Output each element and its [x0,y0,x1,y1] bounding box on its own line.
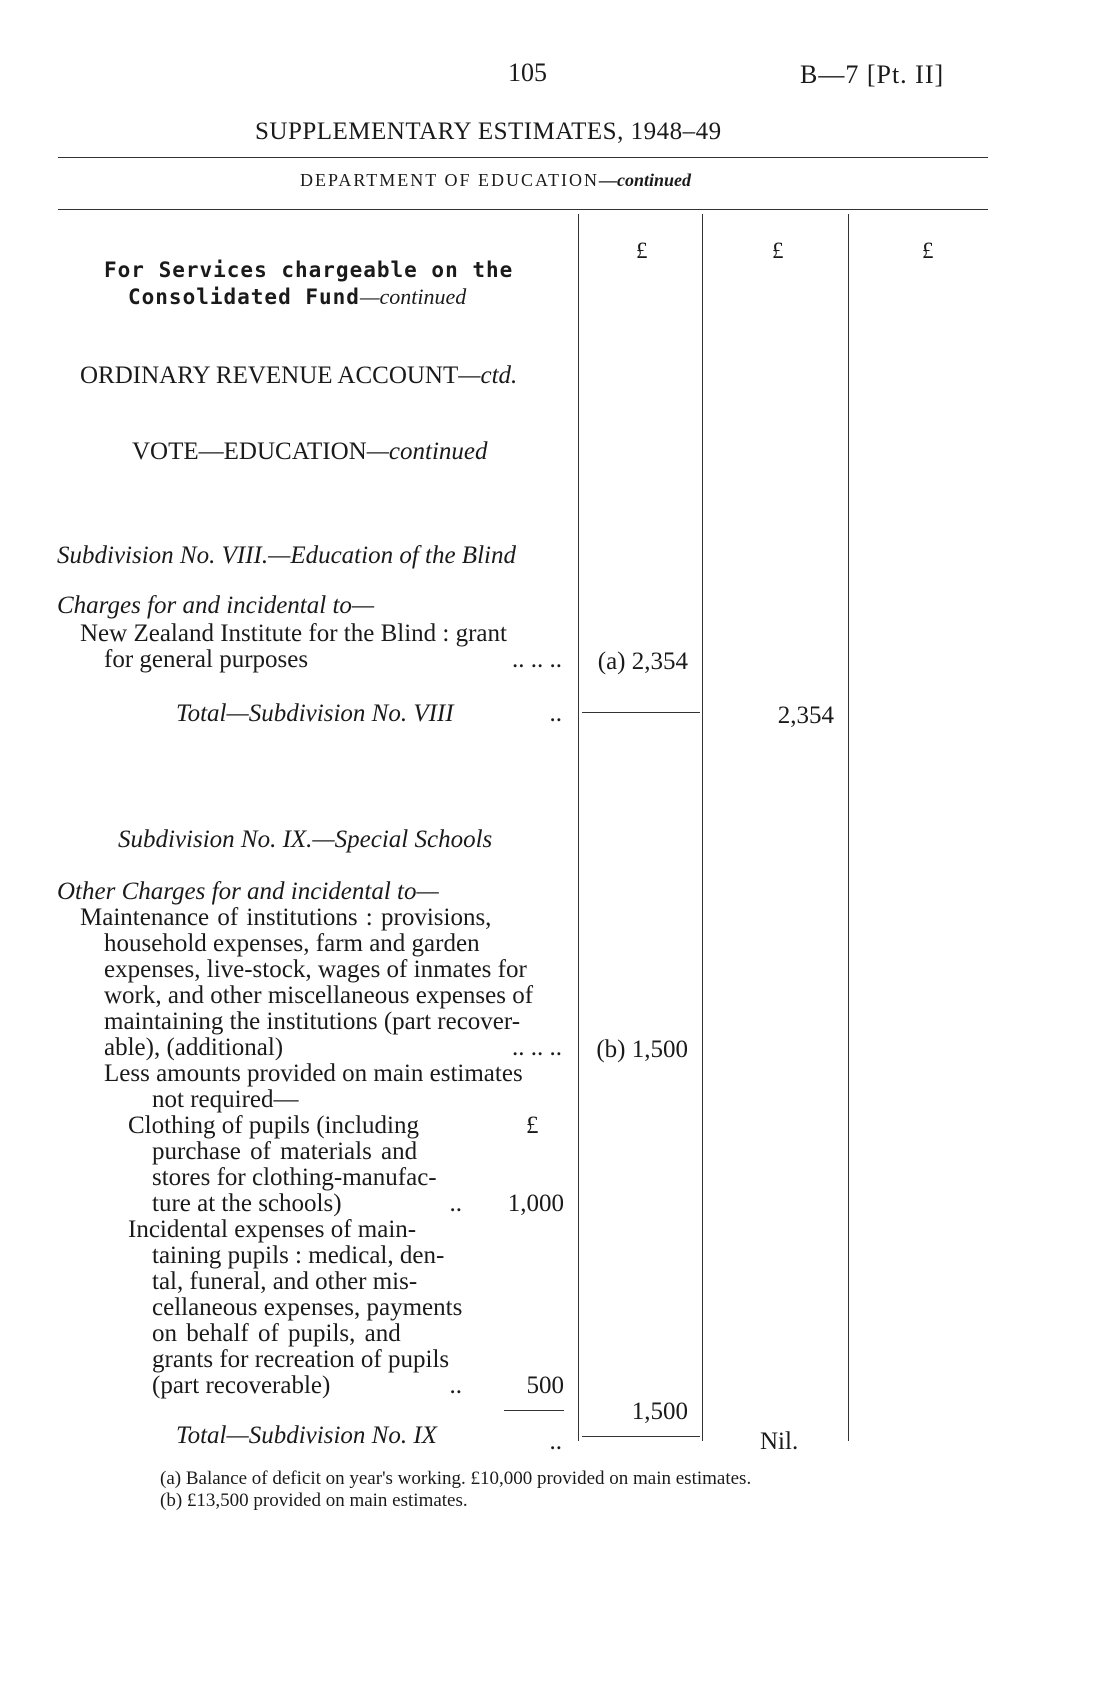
column-header-pound-2: £ [772,238,784,263]
subdivision-8-subtotal-rule [582,712,700,713]
vote-name: VOTE—EDUCATION [132,438,367,465]
document-reference: B—7 [Pt. II] [800,60,945,89]
subdivision-8-title: Subdivision No. VIII.—Education of the Blind [57,542,516,569]
maintenance-line-1: Maintenance of institutions : provisions, [80,904,492,931]
subdivision-8-total-label: Total—Subdivision No. VIII [176,700,454,727]
column-rule-3 [848,214,849,1441]
clothing-amount: 1,000 [507,1190,564,1217]
department-continued: —continued [598,170,691,190]
maintenance-line-3: expenses, live-stock, wages of inmates for [104,956,527,983]
department-heading [300,170,691,191]
incidental-line-7: (part recoverable) [152,1372,331,1399]
subdivision-8-total-amount: 2,354 [777,702,834,729]
maintenance-line-6: able), (additional) [104,1034,284,1061]
incidental-line-5: on behalf of pupils, and [152,1320,401,1347]
subdivision-9-subtotal-rule [582,1436,700,1437]
subdivision-9-total-label: Total—Subdivision No. IX [176,1422,437,1449]
maintenance-line-4: work, and other miscellaneous expenses of [104,982,534,1009]
clothing-pound-sign: £ [526,1112,539,1139]
clothing-line-4: ture at the schools) [152,1190,342,1217]
less-amounts-line1: Less amounts provided on main estimates [104,1060,523,1087]
department-rule [58,209,988,210]
page-title: SUPPLEMENTARY ESTIMATES, 1948–49 [255,118,722,145]
services-heading-line2 [128,284,466,310]
account-name: ORDINARY REVENUE ACCOUNT [80,362,459,389]
department-name: DEPARTMENT OF EDUCATION [300,170,599,190]
maintenance-leader: .. .. .. [512,1034,562,1061]
clothing-leader: .. [449,1190,462,1217]
column-header-pound-1: £ [636,238,648,263]
consolidated-fund: Consolidated Fund [128,285,360,309]
subdivision-8-item-line1: New Zealand Institute for the Blind : grant [80,620,507,647]
less-subtotal-rule [504,1410,564,1411]
services-heading-line1: For Services chargeable on the [104,258,514,282]
incidental-line-6: grants for recreation of pupils [152,1346,450,1373]
column-rule-1 [578,214,579,1441]
column-header-pound-3: £ [922,238,934,263]
incidental-line-4: cellaneous expenses, payments [152,1294,463,1321]
clothing-line-1: Clothing of pupils (including [128,1112,419,1139]
account-continued: —ctd. [458,362,518,389]
subdivision-8-charges-heading: Charges for and incidental to— [57,592,375,619]
vote-continued: —continued [366,438,488,465]
less-total-amount: 1,500 [631,1398,688,1425]
less-amounts-line2: not required— [152,1086,299,1113]
footnote-a: (a) Balance of deficit on year's working. £10,000 provided on main estimates. [160,1468,752,1489]
subdivision-9-charges-heading: Other Charges for and incidental to— [57,878,439,905]
subdivision-8-item-amount: (a) 2,354 [597,648,688,675]
subdivision-8-item-leader: .. .. .. [512,646,562,673]
subdivision-9-title: Subdivision No. IX.—Special Schools [118,826,493,853]
incidental-line-1: Incidental expenses of main- [128,1216,417,1243]
subdivision-8-item-line2: for general purposes [104,646,309,673]
subdivision-9-total-amount: Nil. [760,1428,799,1455]
incidental-leader: .. [449,1372,462,1399]
account-heading [80,362,517,390]
page-number: 105 [508,58,547,87]
subdivision-9-total-leader: .. [549,1428,562,1455]
incidental-line-2: taining pupils : medical, den- [152,1242,445,1269]
incidental-amount: 500 [526,1372,564,1399]
services-continued: —continued [359,284,467,309]
clothing-line-2: purchase of materials and [152,1138,418,1165]
vote-heading [132,438,488,466]
title-rule [58,157,988,158]
column-rule-2 [702,214,703,1441]
maintenance-amount: (b) 1,500 [596,1036,688,1063]
incidental-line-3: tal, funeral, and other mis- [152,1268,418,1295]
clothing-line-3: stores for clothing-manufac- [152,1164,437,1191]
maintenance-line-5: maintaining the institutions (part recover- [104,1008,521,1035]
footnote-b: (b) £13,500 provided on main estimates. [160,1490,468,1511]
subdivision-8-total-leader: .. [549,700,562,727]
maintenance-line-2: household expenses, farm and garden [104,930,480,957]
